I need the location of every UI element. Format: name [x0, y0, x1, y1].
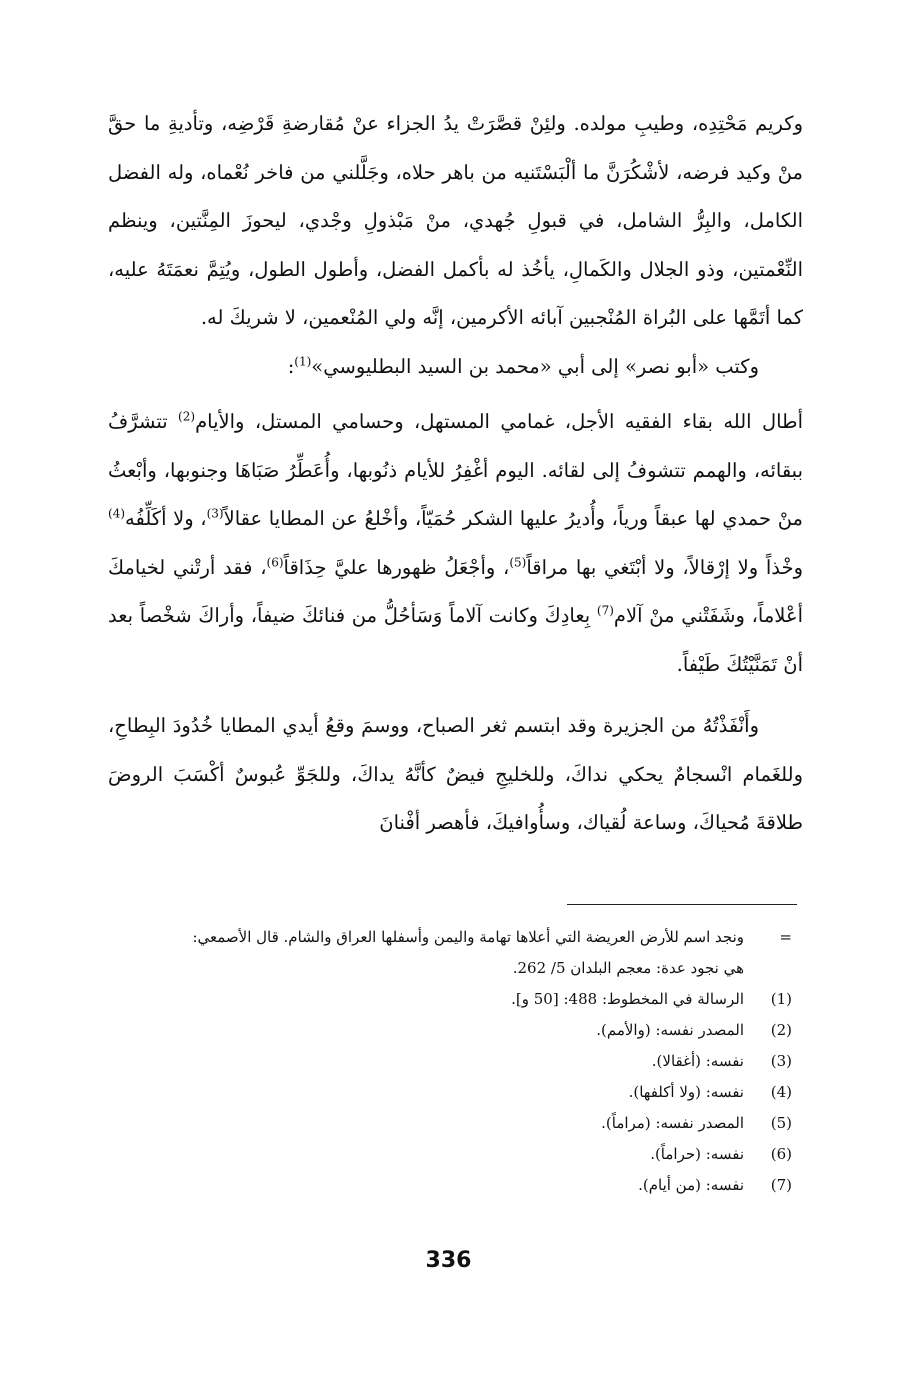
footnote-continuation: [102, 922, 802, 953]
footnote-text: نفسه: (من أيام).: [638, 1176, 744, 1194]
footnote-item: [102, 1046, 802, 1077]
paragraph-letter-body: [108, 398, 803, 689]
footnote-text: المصدر نفسه: (مراماً).: [601, 1114, 744, 1132]
footnote-number: (3): [770, 1052, 792, 1070]
letter-intro-text: وكتب «أبو نصر» إلى أبي «محمد بن السيد البطليوسي»: [311, 354, 759, 378]
footnote-continuation-line2: [102, 953, 802, 984]
footnote-text: المصدر نفسه: (والأمم).: [596, 1021, 744, 1039]
letter-text-6: ، فقد أرتْني لخيامكَ أعْلاماً، وشَفَتْني منْ آلام: [108, 555, 803, 627]
letter-text-5: ، وأجْعَلُ ظهورها عليَّ حِذَاقاً: [283, 555, 510, 579]
letter-text-3: ، ولا أكَلِّفُه: [125, 507, 207, 530]
footnote-text: الرسالة في المخطوط: 488: [50 و].: [511, 990, 744, 1008]
footnote-number: (5): [770, 1114, 792, 1132]
letter-text-1: أطال الله بقاء الفقيه الأجل، غمامي المستهل، وحسامي المستل، والأيام: [195, 410, 803, 433]
footnote-item: [102, 1170, 802, 1201]
footnote-ref-3: (3): [206, 506, 224, 521]
letter-intro: [108, 343, 803, 392]
footnote-ref-4: (4): [108, 506, 126, 521]
footnote-item: [102, 1108, 802, 1139]
footnote-ref-2: (2): [178, 409, 196, 424]
main-text: [108, 100, 803, 848]
footnote-continuation-text-2: هي نجود عدة: معجم البلدان 5/ 262.: [512, 959, 744, 977]
letter-text-4: وخْذاً ولا إرْقالاً، ولا أبْتَغي بها مراقاً: [526, 555, 803, 579]
footnote-number: (6): [770, 1145, 792, 1163]
footnote-ref-5: (5): [509, 555, 527, 569]
paragraph-gap: [108, 689, 803, 702]
footnote-number: (7): [770, 1176, 792, 1194]
footnote-item: [102, 1015, 802, 1046]
footnote-ref-7: (7): [596, 603, 614, 618]
footnote-ref-6: (6): [266, 555, 284, 569]
footnote-number: (4): [770, 1083, 792, 1101]
paragraph-dispatch: وأَنْفَذْتُهُ من الجزيرة وقد ابتسم ثغر الصباح، ووسمَ وقعُ أيدي المطايا خُدُودَ البِطاحِ، وللغَمام انْسجامٌ يحكي نداكَ، وللخليجِ فيضٌ كأنَّهُ يداكَ، وللجَوِّ عُبوسٌ أكْسَبَ الروضَ طلاقةَ مُحياكَ، وساعة لُقياك، وسأُوافيكَ، فأهصر أفْنانَ: [108, 714, 803, 834]
footnotes: [102, 922, 802, 1201]
footnote-continuation-marker: =: [779, 928, 792, 946]
footnote-number: (1): [770, 990, 792, 1008]
footnote-divider: [567, 904, 797, 905]
footnote-item: [102, 1139, 802, 1170]
footnote-text: نفسه: (أغقالا).: [651, 1052, 744, 1070]
footnote-continuation-text: ونجد اسم للأرض العريضة التي أعلاها تهامة واليمن وأسفلها العراق والشام. قال الأصمعي:: [192, 928, 744, 946]
page-number: 336: [425, 1248, 472, 1273]
footnote-ref-1: (1): [294, 354, 312, 368]
letter-text-7: بِعادِكَ وكانت آلاماً وَسَأحُلُّ من فنائكَ ضيفاً، وأراكَ شخْصاً بعد أنْ تَمَنَّيْتُكَ طَيْفاً.: [108, 604, 803, 676]
footnote-item: [102, 984, 802, 1015]
footnote-text: نفسه: (ولا أكلفها).: [628, 1083, 744, 1101]
footnote-item: [102, 1077, 802, 1108]
letter-intro-colon: :: [287, 354, 295, 378]
footnote-number: (2): [770, 1021, 792, 1039]
footnote-text: نفسه: (حراماً).: [650, 1145, 744, 1163]
paragraph-closing-praise: وكريم مَحْتِدِه، وطيبِ مولده. ولئِنْ قصَّرَتْ يدُ الجزاء عنْ مُقارضةِ قَرْضِه، وتأديةِ ما حقَّ منْ وكيد فرضه، لأشْكُرَنَّ ما ألْبَسْتَنيه من باهر حلاه، وجَلَّلني من فاخر نُعْماه، وله الفضل الكامل، والبِرُّ الشامل، في قبولِ جُهدي، منْ مَبْذولِ وجْدي، ليحوزَ المِنَّتين، وينظم النِّعْمتين، وذو الجلال والكَمالِ، يأخُذ له بأكمل الفضل، وأطول الطول، ويُتِمَّ نعمَتَهُ عليه، كما أتَمَّها على البُراة المُنْجبين آبائه الأكرمين، إنَّه ولي المُنْعمين، لا شريكَ له.: [108, 112, 803, 329]
letter-text-2: تتشرَّفُ ببقائه، والهمم تتشوفُ إلى لقائه. اليوم أغْفِرُ للأيام ذنُوبها، وأُعَطِّرُ صَبَاهَا وجنوبها، وأبْعثُ منْ حمدي لها عبقاً ورياً، وأُديرُ عليها الشكر حُمَيّاً، وأخْلعُ عن المطايا عقالاً: [108, 410, 803, 530]
